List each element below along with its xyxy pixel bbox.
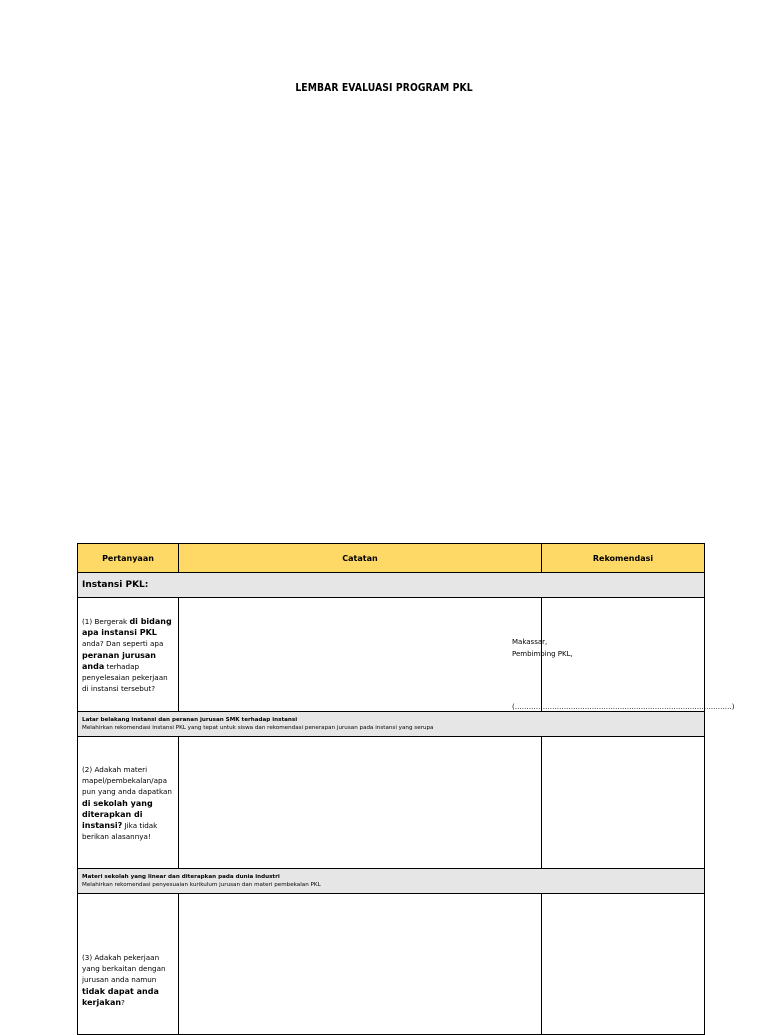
question-fragment: (1) Bergerak xyxy=(82,617,130,626)
question-fragment: Jika tidak berikan alasannya! xyxy=(82,821,158,842)
question-row xyxy=(78,894,705,1035)
question-cell xyxy=(78,737,179,869)
question-text xyxy=(82,598,174,694)
signature-role: Pembimbing PKL, xyxy=(512,649,573,658)
question-fragment: (2) Adakah materi mapel/pembekalan/apa pun yang anda dapatkan xyxy=(82,765,172,797)
question-text xyxy=(82,737,174,842)
question-fragment: ? xyxy=(121,997,125,1007)
question-emphasis: di sekolah yang diterapkan di instansi? xyxy=(82,798,153,831)
note-row xyxy=(78,869,705,894)
table-header-row xyxy=(78,544,705,573)
question-row xyxy=(78,598,705,712)
question-emphasis: tidak dapat anda kerjakan xyxy=(82,986,159,1007)
section-title: Instansi PKL: xyxy=(78,573,705,598)
rekomendasi-cell[interactable] xyxy=(542,894,705,1035)
question-emphasis: di bidang apa instansi PKL xyxy=(82,617,172,638)
signature-block xyxy=(512,637,573,660)
signature-city: Makassar, xyxy=(512,638,548,646)
question-fragment: anda? Dan seperti apa xyxy=(82,639,164,649)
header-rekomendasi: Rekomendasi xyxy=(542,544,705,573)
question-cell xyxy=(78,598,179,712)
question-text xyxy=(82,894,174,1008)
note-title: Latar belakang instansi dan peranan jurusan SMK terhadap instansi xyxy=(82,717,298,723)
catatan-cell[interactable] xyxy=(179,737,542,869)
question-row xyxy=(78,737,705,869)
evaluation-table xyxy=(77,543,735,1035)
header-pertanyaan: Pertanyaan xyxy=(78,544,179,573)
signature-name-line: (…………………………………………………………………………………) xyxy=(512,703,735,711)
question-fragment: (3) Adakah pekerjaan yang berkaitan dengan jurusan anda namun xyxy=(82,953,166,985)
note-row xyxy=(78,712,705,737)
question-fragment: terhadap penyelesaian pekerjaan di instansi tersebut? xyxy=(82,661,168,694)
rekomendasi-cell[interactable] xyxy=(542,737,705,869)
catatan-cell[interactable] xyxy=(179,894,542,1035)
section-row xyxy=(78,573,705,598)
note-description: Melahirkan rekomendasi instansi PKL yang tepat untuk siswa dan rekomendasi penerapan jurusan pada instansi yang serupa xyxy=(82,725,434,731)
note-title: Materi sekolah yang linear dan diterapkan pada dunia industri xyxy=(82,874,280,880)
question-cell xyxy=(78,894,179,1035)
catatan-cell[interactable] xyxy=(179,598,542,712)
header-catatan: Catatan xyxy=(179,544,542,573)
page-title: LEMBAR EVALUASI PROGRAM PKL xyxy=(295,82,473,94)
note-description: Melahirkan rekomendasi penyesuaian kurikulum jurusan dan materi pembekalan PKL xyxy=(82,882,321,888)
question-emphasis: peranan jurusan anda xyxy=(82,650,157,671)
